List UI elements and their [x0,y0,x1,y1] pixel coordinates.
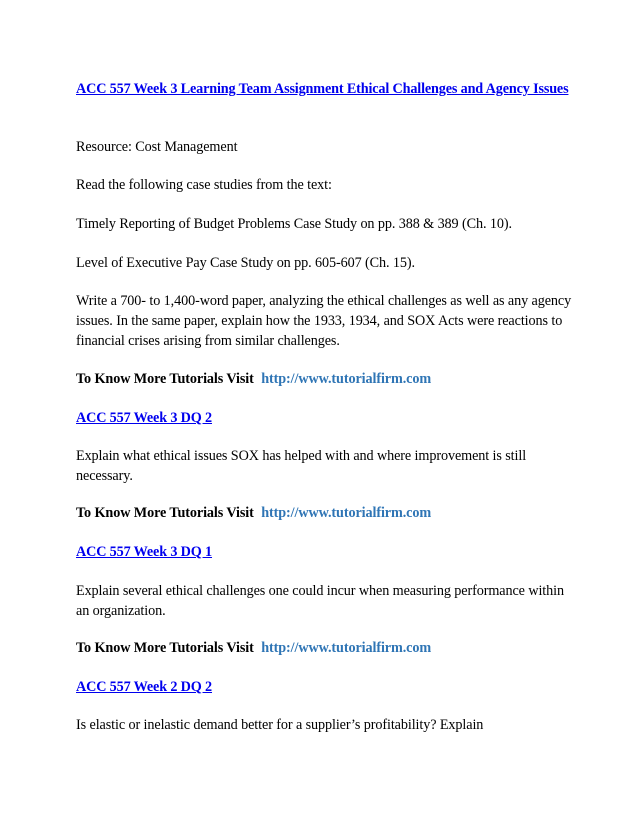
dq1-text: Explain several ethical challenges one could incur when measuring performance within an organization. [76,583,564,619]
title-link[interactable]: ACC 557 Week 3 Learning Team Assignment Ethical Challenges and Agency Issues [76,81,569,97]
dq2-heading-link[interactable]: ACC 557 Week 3 DQ 2 [76,410,213,426]
week2-dq2-heading-link[interactable]: ACC 557 Week 2 DQ 2 [76,679,213,695]
intro-line: Read the following case studies from the text: [76,177,332,193]
visit-line-2 [76,503,572,523]
case-study-1: Timely Reporting of Budget Problems Case Study on pp. 388 & 389 (Ch. 10). [76,216,512,232]
visit-label: To Know More Tutorials Visit [76,640,254,656]
visit-url-link[interactable]: http://www.tutorialfirm.com [261,505,432,521]
visit-label: To Know More Tutorials Visit [76,505,254,521]
resource-line: Resource: Cost Management [76,139,238,155]
visit-url-link[interactable]: http://www.tutorialfirm.com [261,371,432,387]
dq2-text: Explain what ethical issues SOX has helped with and where improvement is still necessary. [76,448,527,484]
visit-label: To Know More Tutorials Visit [76,371,254,387]
week2-dq2-text: Is elastic or inelastic demand better for a supplier’s profitability? Explain [76,717,484,733]
case-study-2: Level of Executive Pay Case Study on pp. 605-607 (Ch. 15). [76,255,415,271]
visit-line-1 [76,369,572,389]
visit-url-link[interactable]: http://www.tutorialfirm.com [261,640,432,656]
assignment-paragraph: Write a 700- to 1,400-word paper, analyzing the ethical challenges as well as any agency issues. In the same paper, explain how the 1933, 1934, and SOX Acts were reactions to financial crises arising from similar challenges. [76,293,572,349]
visit-line-3 [76,638,572,658]
dq1-heading-link[interactable]: ACC 557 Week 3 DQ 1 [76,544,213,560]
